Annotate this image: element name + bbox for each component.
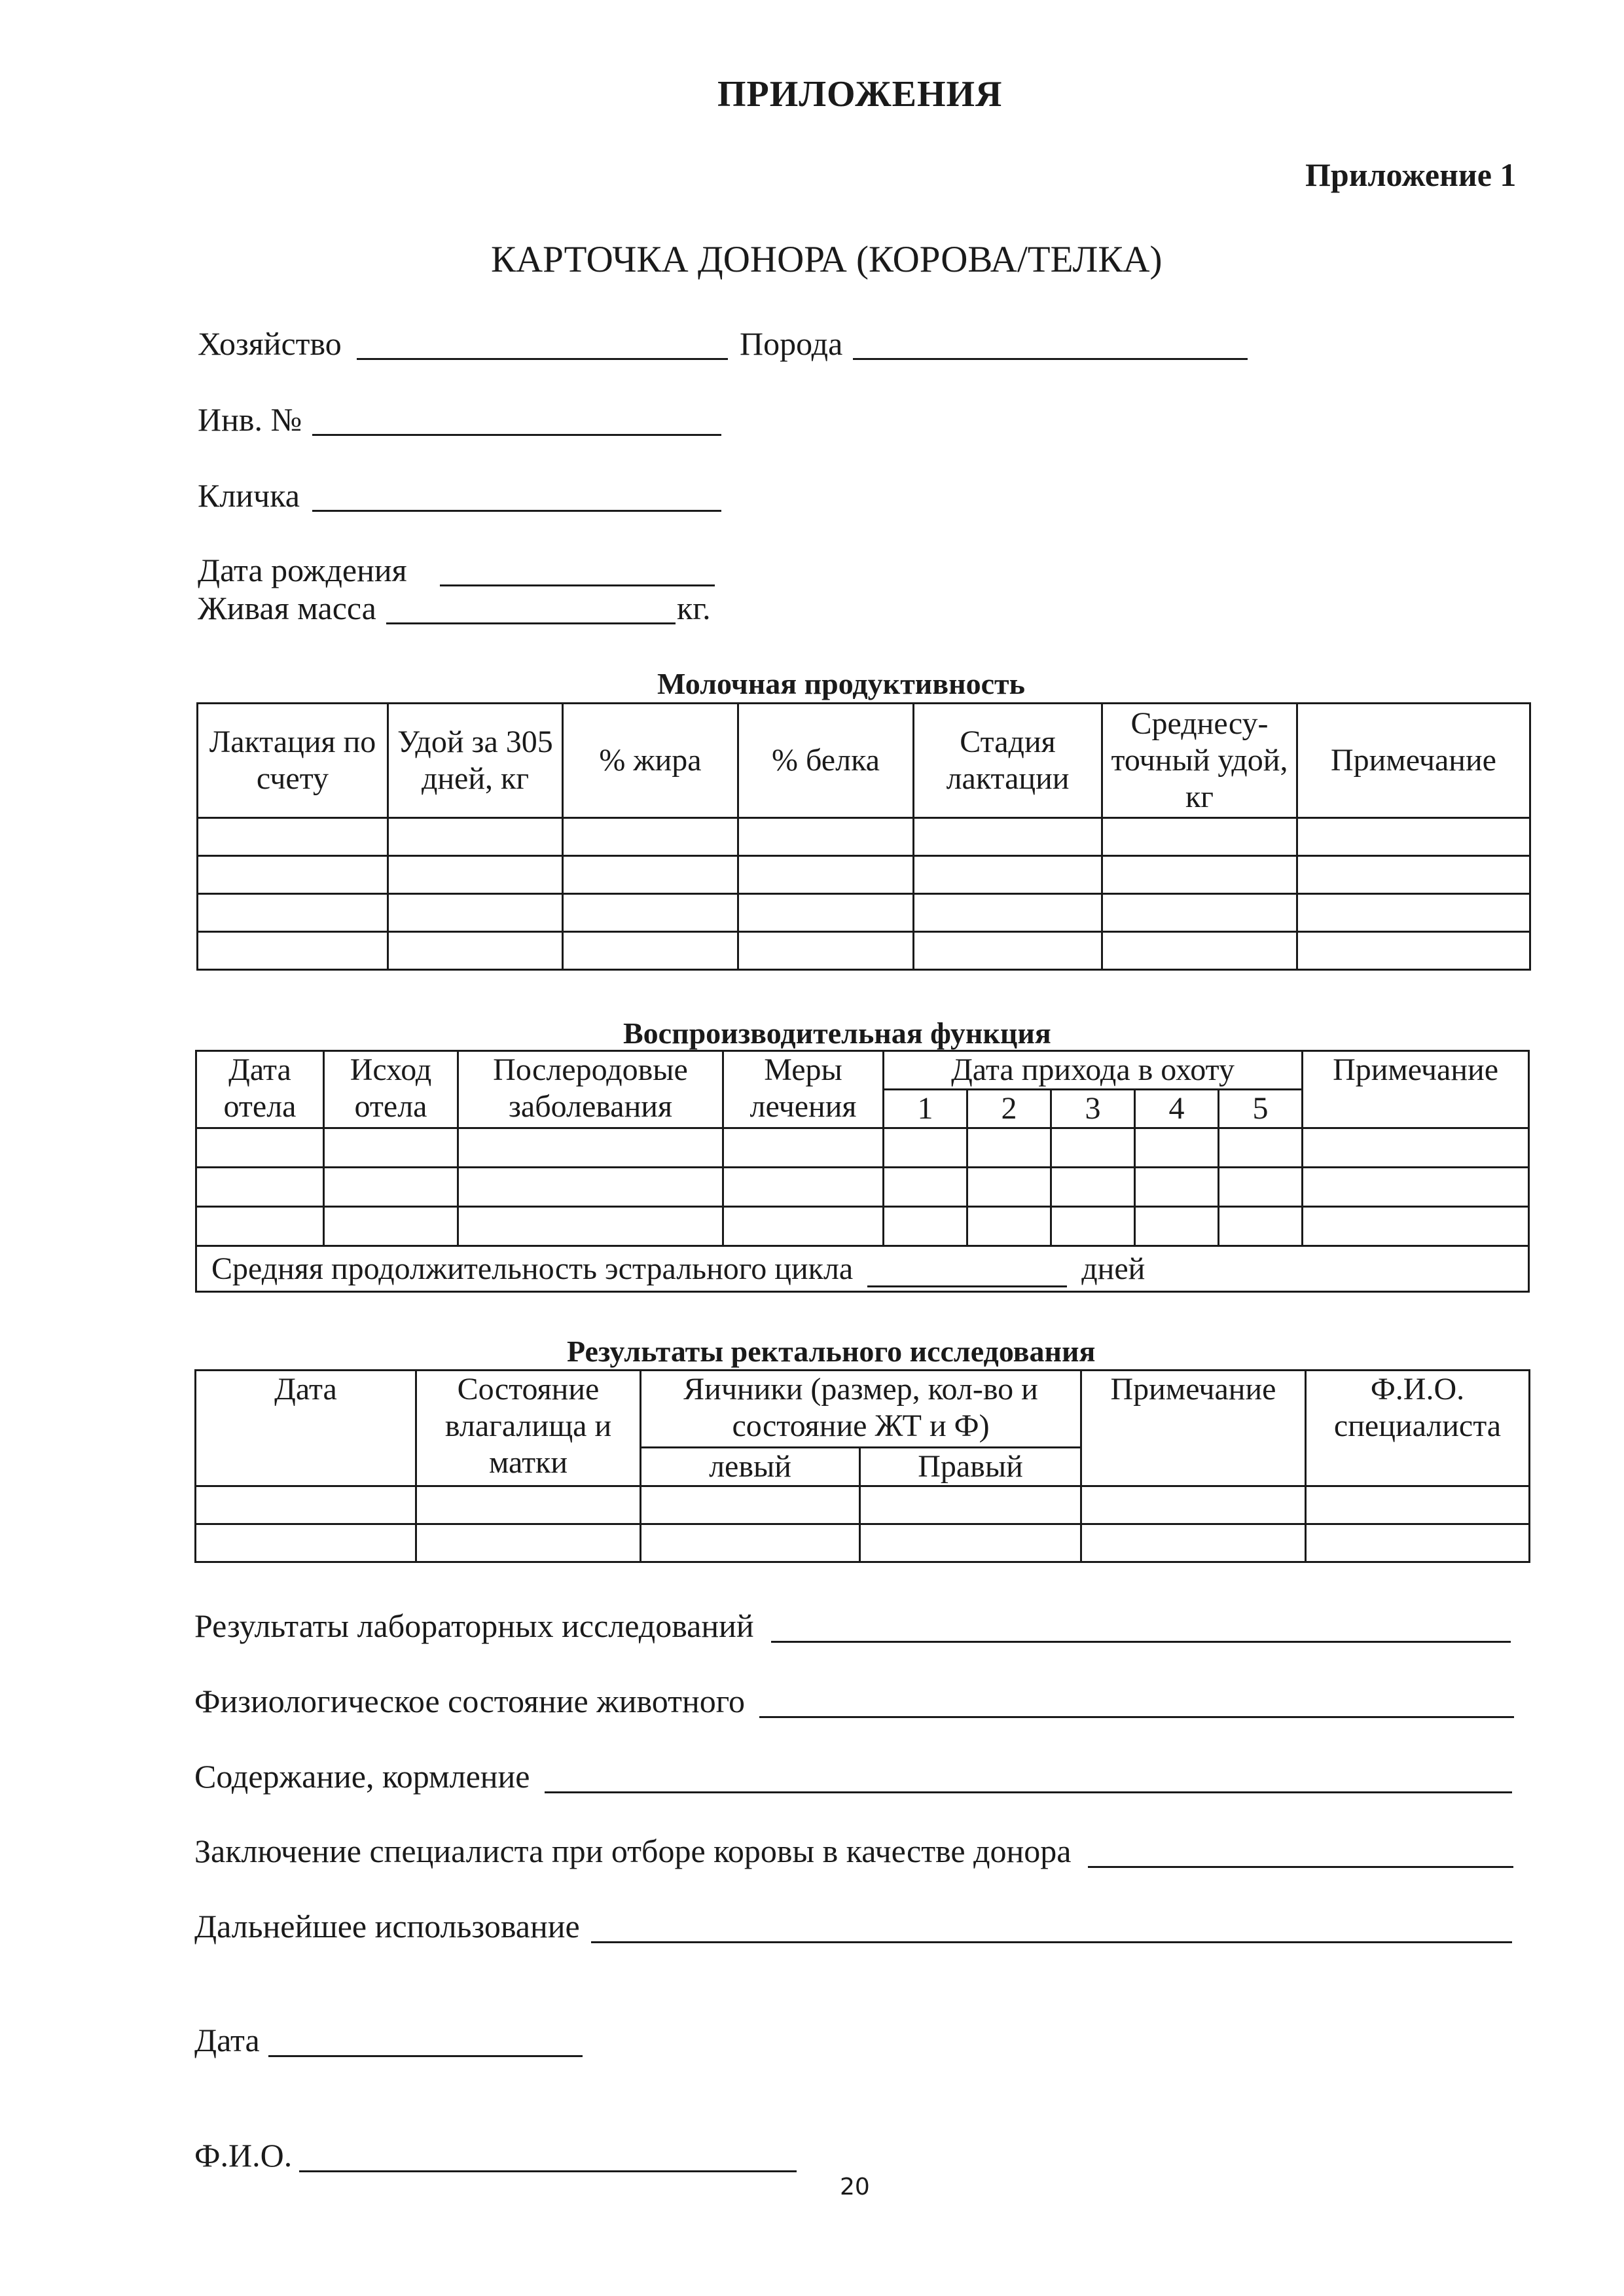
table-cell[interactable]	[914, 818, 1102, 856]
table-cell[interactable]	[388, 856, 563, 894]
farm-label: Хозяйство	[198, 325, 342, 362]
rectal-header-left: левый	[641, 1448, 860, 1486]
table-cell[interactable]	[884, 1128, 967, 1168]
table-cell[interactable]	[324, 1207, 458, 1246]
table-cell[interactable]	[1306, 1486, 1530, 1524]
kg-suffix: кг.	[677, 590, 711, 626]
table-cell[interactable]	[1135, 1207, 1219, 1246]
table-row	[196, 1524, 1530, 1562]
repro-section-title: Воспроизводительная функция	[623, 1016, 1051, 1050]
table-row	[196, 1168, 1529, 1207]
table-cell[interactable]	[458, 1207, 723, 1246]
table-cell[interactable]	[1297, 856, 1530, 894]
milk-header-yield: Удой за 305 дней, кг	[388, 704, 563, 818]
table-cell[interactable]	[1051, 1128, 1135, 1168]
repro-header-postpartum: Послеродовые заболевания	[458, 1051, 723, 1128]
name-label: Кличка	[198, 477, 300, 514]
further-use-input-line[interactable]	[591, 1941, 1512, 1943]
name-input-line[interactable]	[312, 510, 721, 512]
date-label: Дата	[194, 2022, 260, 2058]
rectal-table	[194, 1369, 1530, 1563]
table-cell[interactable]	[1102, 856, 1297, 894]
table-cell[interactable]	[196, 1168, 324, 1207]
table-cell[interactable]	[723, 1128, 884, 1168]
birth-date-label: Дата рождения	[198, 552, 407, 588]
table-cell[interactable]	[860, 1524, 1081, 1562]
table-cell[interactable]	[196, 1128, 324, 1168]
date-input-line[interactable]	[268, 2055, 583, 2057]
table-cell[interactable]	[563, 894, 738, 932]
heat-number-4: 4	[1135, 1090, 1219, 1128]
table-cell[interactable]	[884, 1168, 967, 1207]
rectal-section-title: Результаты ректального исследования	[567, 1335, 1096, 1368]
table-cell[interactable]	[416, 1524, 641, 1562]
live-weight-label: Живая масса	[198, 590, 376, 626]
rectal-header-note: Примечание	[1081, 1371, 1306, 1486]
table-cell[interactable]	[1102, 932, 1297, 970]
inv-no-label: Инв. №	[198, 401, 302, 438]
table-cell[interactable]	[641, 1486, 860, 1524]
table-row	[196, 1207, 1529, 1246]
table-cell[interactable]	[388, 818, 563, 856]
live-weight-input-line[interactable]	[386, 622, 676, 624]
table-cell[interactable]	[914, 932, 1102, 970]
milk-header-daily: Среднесу-точный удой, кг	[1102, 704, 1297, 818]
table-cell[interactable]	[1219, 1207, 1303, 1246]
table-row	[198, 856, 1530, 894]
inv-no-field	[198, 401, 302, 439]
repro-header-calving-outcome: Исход отела	[324, 1051, 458, 1128]
table-row	[198, 932, 1530, 970]
keeping-feeding-input-line[interactable]	[545, 1791, 1512, 1793]
table-cell[interactable]	[324, 1168, 458, 1207]
milk-table	[196, 702, 1531, 971]
heat-number-1: 1	[884, 1090, 967, 1128]
lab-results-label: Результаты лабораторных исследований	[194, 1607, 754, 1644]
page-number: 20	[840, 2174, 870, 2200]
table-cell[interactable]	[1081, 1486, 1306, 1524]
table-cell[interactable]	[860, 1486, 1081, 1524]
table-cell[interactable]	[723, 1168, 884, 1207]
table-cell[interactable]	[388, 932, 563, 970]
estrous-cycle-input-line[interactable]	[867, 1257, 1067, 1287]
further-use-label: Дальнейшее использование	[194, 1908, 580, 1945]
farm-input-line[interactable]	[357, 358, 728, 360]
rectal-header-ovaries: Яичники (размер, кол-во и состояние ЖТ и Ф)	[641, 1371, 1081, 1448]
heat-number-5: 5	[1219, 1090, 1303, 1128]
birth-date-input-line[interactable]	[440, 584, 715, 586]
physio-state-label: Физиологическое состояние животного	[194, 1683, 746, 1719]
breed-field	[740, 325, 842, 363]
breed-label: Порода	[740, 325, 843, 362]
table-cell[interactable]	[1297, 818, 1530, 856]
table-cell[interactable]	[388, 894, 563, 932]
appendix-label: Приложение 1	[1305, 156, 1517, 193]
table-cell[interactable]	[458, 1168, 723, 1207]
rectal-header-date: Дата	[196, 1371, 416, 1486]
page-title: ПРИЛОЖЕНИЯ	[717, 74, 1003, 115]
table-cell[interactable]	[738, 932, 914, 970]
fio-label: Ф.И.О.	[194, 2137, 293, 2174]
breed-input-line[interactable]	[853, 358, 1248, 360]
table-row	[198, 818, 1530, 856]
table-cell[interactable]	[1081, 1524, 1306, 1562]
estrous-cycle-row	[196, 1246, 1529, 1292]
repro-table	[195, 1050, 1530, 1293]
table-cell[interactable]	[198, 932, 388, 970]
repro-header-note: Примечание	[1303, 1051, 1529, 1128]
table-cell[interactable]	[196, 1524, 416, 1562]
conclusion-label: Заключение специалиста при отборе коровы в качестве донора	[194, 1833, 1072, 1869]
table-cell[interactable]	[563, 856, 738, 894]
table-cell[interactable]	[1303, 1168, 1529, 1207]
table-cell[interactable]	[1051, 1168, 1135, 1207]
table-cell[interactable]	[641, 1524, 860, 1562]
inv-no-input-line[interactable]	[312, 434, 721, 436]
card-title: КАРТОЧКА ДОНОРА (КОРОВА/ТЕЛКА)	[491, 239, 1163, 280]
table-cell[interactable]	[1135, 1168, 1219, 1207]
milk-header-protein: % белка	[738, 704, 914, 818]
table-cell[interactable]	[198, 856, 388, 894]
table-cell[interactable]	[1297, 894, 1530, 932]
table-cell[interactable]	[1219, 1128, 1303, 1168]
heat-number-3: 3	[1051, 1090, 1135, 1128]
table-cell[interactable]	[1297, 932, 1530, 970]
repro-header-heat-date: Дата прихода в охоту	[884, 1051, 1303, 1090]
milk-header-stage: Стадия лактации	[914, 704, 1102, 818]
table-cell[interactable]	[914, 856, 1102, 894]
physio-state-input-line[interactable]	[759, 1716, 1514, 1718]
table-cell[interactable]	[914, 894, 1102, 932]
table-cell[interactable]	[198, 894, 388, 932]
table-row	[198, 894, 1530, 932]
milk-header-note: Примечание	[1297, 704, 1530, 818]
repro-header-treatment: Меры лечения	[723, 1051, 884, 1128]
milk-header-lactation: Лактация по счету	[198, 704, 388, 818]
farm-field	[198, 325, 342, 363]
table-cell[interactable]	[198, 818, 388, 856]
table-cell[interactable]	[563, 818, 738, 856]
table-row	[196, 1128, 1529, 1168]
rectal-header-right: Правый	[860, 1448, 1081, 1486]
table-cell[interactable]	[416, 1486, 641, 1524]
live-weight-field	[198, 589, 376, 627]
conclusion-input-line[interactable]	[1088, 1866, 1513, 1868]
table-cell[interactable]	[196, 1207, 324, 1246]
table-cell[interactable]	[1135, 1128, 1219, 1168]
rectal-header-state: Состояние влагалища и матки	[416, 1371, 641, 1486]
table-cell[interactable]	[1303, 1128, 1529, 1168]
table-cell[interactable]	[884, 1207, 967, 1246]
table-cell[interactable]	[723, 1207, 884, 1246]
table-cell[interactable]	[1219, 1168, 1303, 1207]
birth-date-field	[198, 551, 407, 589]
table-cell[interactable]	[1303, 1207, 1529, 1246]
table-cell[interactable]	[967, 1128, 1051, 1168]
table-cell[interactable]	[196, 1486, 416, 1524]
table-cell[interactable]	[563, 932, 738, 970]
table-cell[interactable]	[738, 856, 914, 894]
table-cell[interactable]	[324, 1128, 458, 1168]
fio-input-line[interactable]	[299, 2170, 797, 2172]
table-cell[interactable]	[1102, 894, 1297, 932]
table-cell[interactable]	[458, 1128, 723, 1168]
milk-header-fat: % жира	[563, 704, 738, 818]
table-cell[interactable]	[1306, 1524, 1530, 1562]
table-cell[interactable]	[967, 1207, 1051, 1246]
table-cell[interactable]	[1102, 818, 1297, 856]
repro-header-calving-date: Дата отела	[196, 1051, 324, 1128]
table-cell[interactable]	[1051, 1207, 1135, 1246]
milk-section-title: Молочная продуктивность	[657, 667, 1025, 700]
table-row	[196, 1486, 1530, 1524]
rectal-header-specialist: Ф.И.О. специалиста	[1306, 1371, 1530, 1486]
name-field	[198, 476, 300, 514]
table-cell[interactable]	[967, 1168, 1051, 1207]
table-cell[interactable]	[738, 894, 914, 932]
lab-results-input-line[interactable]	[771, 1641, 1511, 1643]
heat-number-2: 2	[967, 1090, 1051, 1128]
estrous-cycle-label: Средняя продолжительность эстрального цикла	[211, 1251, 854, 1286]
estrous-cycle-unit: дней	[1081, 1251, 1146, 1286]
keeping-feeding-label: Содержание, кормление	[194, 1758, 530, 1795]
table-cell[interactable]	[738, 818, 914, 856]
